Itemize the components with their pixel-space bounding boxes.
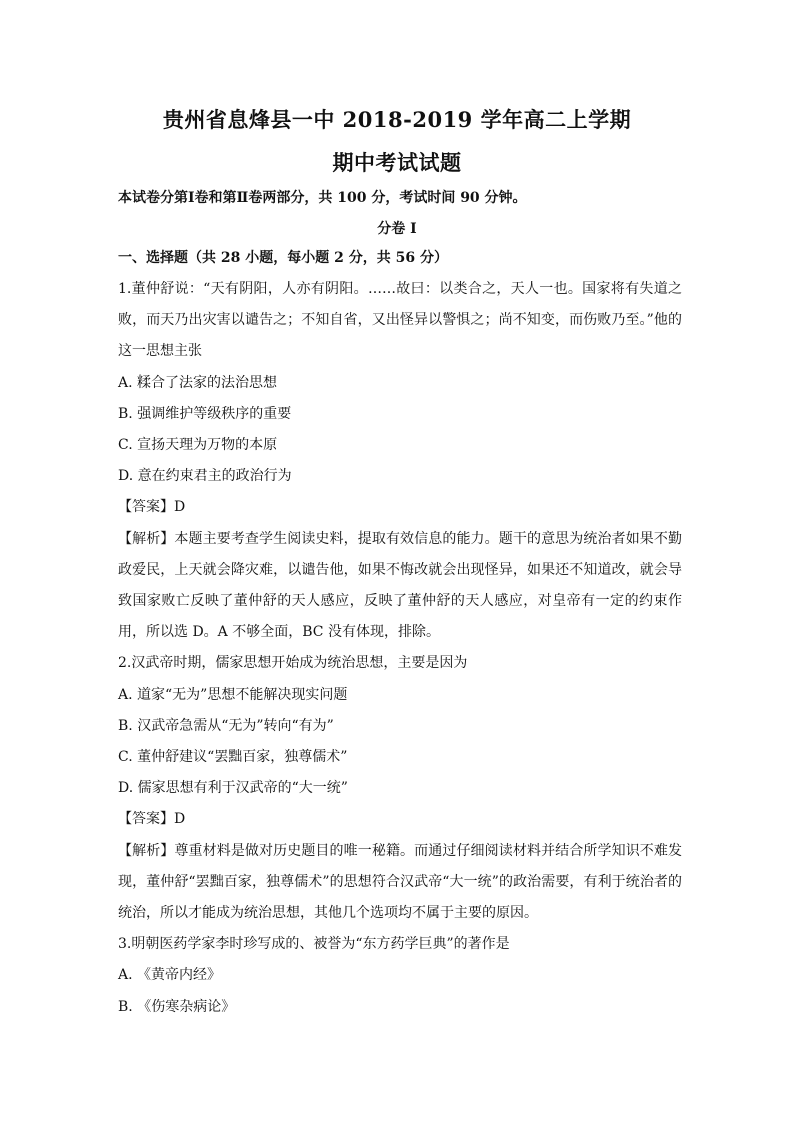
option-c: C. 宣扬天理为万物的本原 (118, 437, 278, 454)
analysis: 【解析】本题主要考查学生阅读史料，提取有效信息的能力。题干的意思为统治者如果不勤政爱民，上天就会降灾难，以谴告他，如果不悔改就会出现怪异，如果还不知道改，就会导致国家败亡反映了董仲舒的天人感应，反映了董仲舒的天人感应，对皇帝有一定的约束作用，所以选 D。A 不够全面，BC 没有体现，排除。 (118, 530, 682, 641)
option-a: A. 糅合了法家的法治思想 (118, 374, 278, 391)
answer: 【答案】D (118, 499, 186, 516)
analysis: 【解析】尊重材料是做对历史题目的唯一秘籍。而通过仔细阅读材料并结合所学知识不难发现，董仲舒“罢黜百家，独尊儒术”的思想符合汉武帝“大一统”的政治需要，有利于统治者的统治，所以才能成为统治思想，其他几个选项均不属于主要的原因。 (118, 842, 682, 922)
option-b: B. 《伤寒杂病论》 (118, 998, 236, 1015)
question-list (118, 274, 682, 1023)
question-stem: 1.董仲舒说：“天有阴阳，人亦有阴阳。……故曰：以类合之，天人一也。国家将有失道之败，而天乃出灾害以谴告之；不知自省，又出怪异以警惧之；尚不知变，而伤败乃至。”他的这一思想主张 (118, 281, 682, 360)
exam-instructions: 本试卷分第Ⅰ卷和第Ⅱ卷两部分，共 100 分，考试时间 90 分钟。 (118, 190, 527, 206)
question-stem: 3.明朝医药学家李时珍写成的、被誉为“东方药学巨典”的著作是 (118, 936, 510, 953)
document-title: 贵州省息烽县一中 2018-2019 学年高二上学期 (162, 107, 632, 132)
option-b: B. 强调维护等级秩序的重要 (118, 405, 292, 422)
question-1 (118, 274, 682, 648)
option-d: D. 意在约束君主的政治行为 (118, 468, 292, 485)
option-c: C. 董仲舒建议“罢黜百家，独尊儒术” (118, 749, 348, 766)
part-title: 一、选择题（共 28 小题，每小题 2 分，共 56 分） (118, 250, 448, 266)
document-subtitle: 期中考试试题 (332, 150, 462, 175)
option-a: A. 《黄帝内经》 (118, 967, 222, 984)
question-3 (118, 929, 682, 1023)
question-2 (118, 648, 682, 929)
option-a: A. 道家“无为”思想不能解决现实问题 (118, 686, 348, 703)
option-b: B. 汉武帝急需从“无为”转向“有为” (118, 717, 334, 734)
option-d: D. 儒家思想有利于汉武帝的“大一统” (118, 780, 348, 797)
section-title: 分卷 I (377, 221, 417, 237)
question-stem: 2.汉武帝时期，儒家思想开始成为统治思想，主要是因为 (118, 655, 468, 672)
answer: 【答案】D (118, 811, 186, 828)
